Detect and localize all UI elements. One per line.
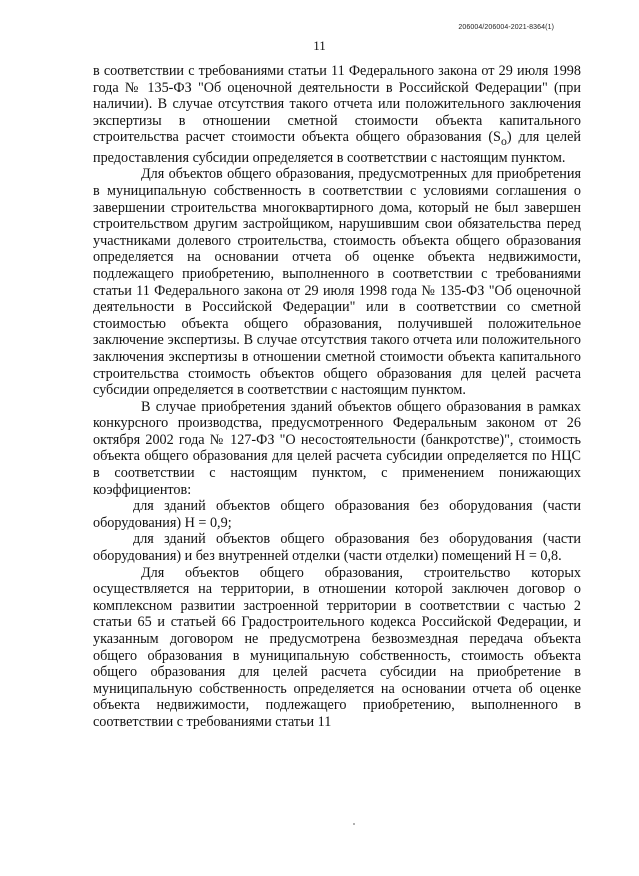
- subscript-o: о: [500, 134, 507, 149]
- paragraph-text: в соответствии с требованиями статьи 11 Федерального закона от 29 июля 1998 года № 135-ФЗ "Об оценочной деятельности в Российской Федерации" (при наличии). В случае отсутствия такого отчета или положительного заключения экспертизы в отношении сметной стоимости объекта капитального строительства расчет стоимости объекта общего образования (S: [93, 63, 581, 146]
- document-body: [93, 63, 581, 731]
- coefficient-item-no-equipment: для зданий объектов общего образования без оборудования (части оборудования) Н = 0,9;: [93, 498, 581, 531]
- scan-speck: [353, 823, 355, 825]
- paragraph-text-end: ) для целей предоставления субсидии определяется в соответствии с настоящим пунктом.: [93, 129, 581, 166]
- coefficient-item-no-finishing: для зданий объектов общего образования без оборудования (части оборудования) и без внутренней отделки (части отделки) помещений Н = 0,8.: [93, 531, 581, 565]
- paragraph-continuation: [93, 63, 581, 166]
- paragraph-territory-development: Для объектов общего образования, строительство которых осуществляется на территории, в отношении которой заключен договор о комплексном развитии застроенной территории в соответствии с частью 2 статьи 65 и статьей 66 Градостроительного кодекса Российской Федерации, и указанным договором не предусмотрена безвозмездная передача объекта общего образования в муниципальную собственность, стоимость объекта общего образования для целей расчета субсидии на приобретение в муниципальную собственность определяется на основании отчета об оценке объекта недвижимости, подлежащего приобретению, выполненного в соответствии с требованиями статьи 11: [93, 564, 581, 730]
- document-code: 206004/206004-2021-8364(1): [458, 24, 554, 31]
- page-number: 11: [313, 38, 326, 53]
- paragraph-unfinished-construction: Для объектов общего образования, предусмотренных для приобретения в муниципальную собственность в соответствии с условиями соглашения о завершении строительства многоквартирного дома, который не был завершен строительством другим застройщиком, нарушившим свои обязательства перед участниками долевого строительства, стоимость объекта общего образования определяется на основании отчета об оценке объекта недвижимости, подлежащего приобретению, выполненного в соответствии с требованиями статьи 11 Федерального закона от 29 июля 1998 года № 135-ФЗ "Об оценочной деятельности в Российской Федерации" или в соответствии со сметной стоимостью объекта общего образования, получившей положительное заключение экспертизы. В случае отсутствия такого отчета или положительного заключения экспертизы в отношении сметной стоимости объекта капитального строительства стоимость объектов общего образования для целей расчета субсидии определяется в соответствии с настоящим пунктом.: [93, 166, 581, 399]
- paragraph-bankruptcy: В случае приобретения зданий объектов общего образования в рамках конкурсного производства, предусмотренного Федеральным законом от 26 октября 2002 года № 127-ФЗ "О несостоятельности (банкротстве)", стоимость объекта общего образования для целей расчета субсидии определяется по НЦС в соответствии с настоящим пунктом, с применением понижающих коэффициентов:: [93, 398, 581, 498]
